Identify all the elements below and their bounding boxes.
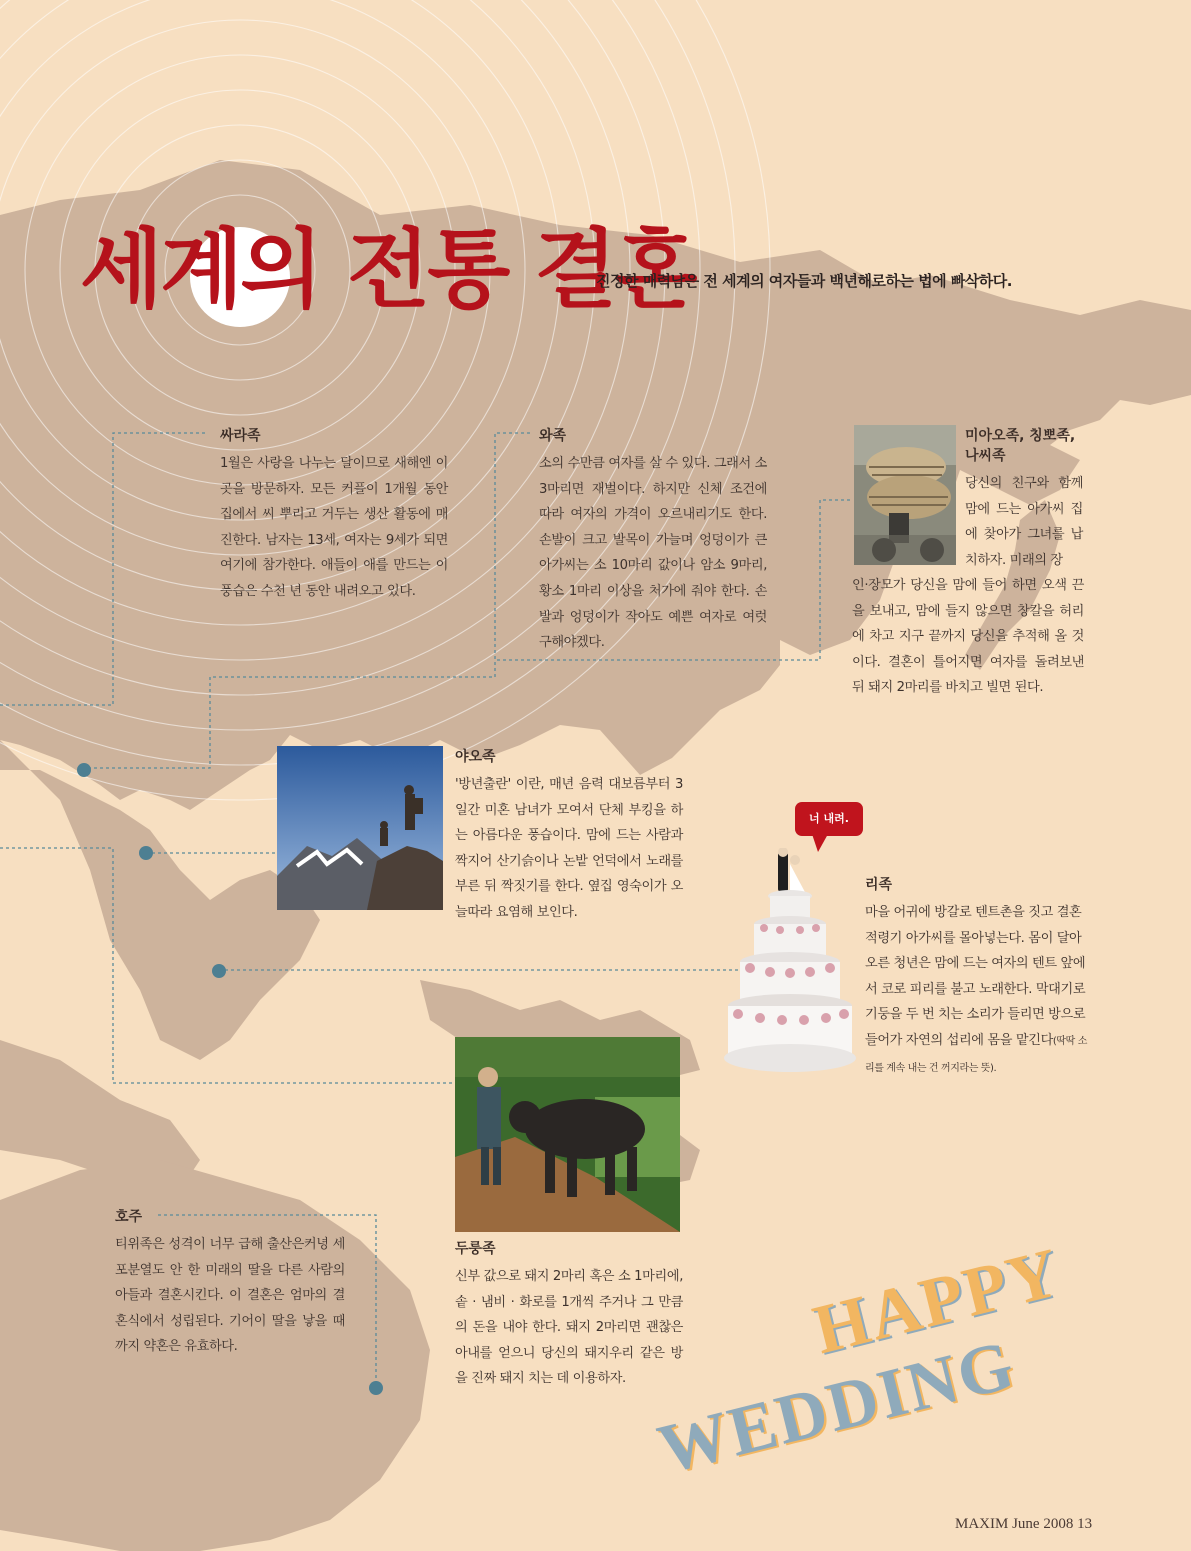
- section-ssara: [220, 425, 448, 605]
- happy-wedding-line1: HAPPY: [806, 1233, 1069, 1370]
- section-heading-line1: 미아오족, 칭뽀족,: [965, 428, 1076, 444]
- section-heading: 와족: [539, 428, 567, 444]
- section-heading: 호주: [115, 1209, 143, 1225]
- section-heading: 싸라족: [220, 428, 261, 444]
- man-with-buffalo-photo: [455, 1037, 680, 1232]
- section-miao-continued: [852, 573, 1084, 701]
- motorbike-pigs-photo: [854, 425, 956, 565]
- section-li: [865, 874, 1091, 1081]
- section-heading-line2: 나씨족: [965, 448, 1006, 464]
- section-yao: [455, 746, 683, 926]
- wedding-cake-image: [720, 848, 860, 1080]
- section-wa: [539, 425, 767, 656]
- section-heading: 리족: [865, 877, 893, 893]
- speech-bubble: 너 내려.: [795, 802, 863, 836]
- section-heading: 두룽족: [455, 1241, 496, 1257]
- page-subtitle: 진정한 매력남은 전 세계의 여자들과 백년해로하는 법에 빠삭하다.: [596, 272, 1012, 290]
- section-body-narrow: 당신의 친구와 함께 맘에 드는 아가씨 집에 찾아가 그녀를 납치하자. 미래의 장: [965, 476, 1083, 568]
- section-body: 마을 어귀에 방갈로 텐트촌을 짓고 결혼 적령기 아가씨를 몰아넣는다. 몸이 달아오른 청년은 맘에 드는 여자의 텐트 앞에서 코로 피리를 불고 노래한다. 막대기로 기둥을 두 번 치는 소리가 들리면 방으로 들어가 자연의 섭리에 몸을 맡긴다: [865, 905, 1086, 1048]
- mountain-hikers-photo: [277, 746, 443, 910]
- section-australia: [115, 1206, 345, 1360]
- section-body: 신부 값으로 돼지 2마리 혹은 소 1마리에, 솥 · 냄비 · 화로를 1개씩 주거나 그 만큼의 돈을 내야 한다. 돼지 2마리면 괜찮은 아내를 얻으니 당신의 돼지우리 같은 방을 진짜 돼지 치는 데 이용하자.: [455, 1269, 683, 1387]
- section-note: (딱딱 소리를 계속 내는 건 꺼지라는 뜻).: [865, 1035, 1087, 1074]
- section-body: 티위족은 성격이 너무 급해 출산은커녕 세포분열도 안 한 미래의 딸을 다른 사람의 아들과 결혼시킨다. 이 결혼은 엄마의 결혼식에서 성립된다. 기어이 딸을 낳을 때까지 약혼은 유효하다.: [115, 1237, 345, 1355]
- section-body: 1월은 사랑을 나누는 달이므로 새해엔 이곳을 방문하자. 모든 커플이 1개월 동안 집에서 씨 뿌리고 거두는 생산 활동에 매진한다. 남자는 13세, 여자는 9세가 되면 여기에 참가한다. 애들이 애를 만드는 이 풍습은 수천 년 동안 내려오고 있다.: [220, 456, 448, 599]
- section-heading: 야오족: [455, 749, 496, 765]
- page-footer: MAXIM June 2008 13: [955, 1516, 1093, 1532]
- section-miao: [965, 425, 1083, 573]
- page-title: 세계의 전통 결혼: [80, 220, 695, 320]
- happy-wedding-line2: WEDDING: [650, 1326, 1023, 1489]
- section-body: 소의 수만큼 여자를 살 수 있다. 그래서 소 3마리면 재벌이다. 하지만 신체 조건에 따라 여자의 가격이 오르내리기도 한다. 손발이 크고 발목이 가늘며 엉덩이가 큰 아가씨는 소 10마리 값이나 암소 9마리, 황소 1마리 이상을 처가에 줘야 한다. 손발과 엉덩이가 작아도 예쁜 여자로 여럿 구해야겠다.: [539, 456, 767, 651]
- section-durung: [455, 1238, 683, 1392]
- section-body: '방년출란' 이란, 매년 음력 대보름부터 3일간 미혼 남녀가 모여서 단체 부킹을 하는 아름다운 풍습이다. 맘에 드는 사람과 짝지어 산기슭이나 논밭 언덕에서 노래를 부른 뒤 짝짓기를 한다. 옆집 영숙이가 오늘따라 요염해 보인다.: [455, 777, 683, 920]
- section-body-wide: 인·장모가 당신을 맘에 들어 하면 오색 끈을 보내고, 맘에 들지 않으면 창칼을 허리에 차고 지구 끝까지 당신을 추적해 올 것이다. 결혼이 틀어지면 여자를 돌려보낸 뒤 돼지 2마리를 바치고 빌면 된다.: [852, 578, 1084, 696]
